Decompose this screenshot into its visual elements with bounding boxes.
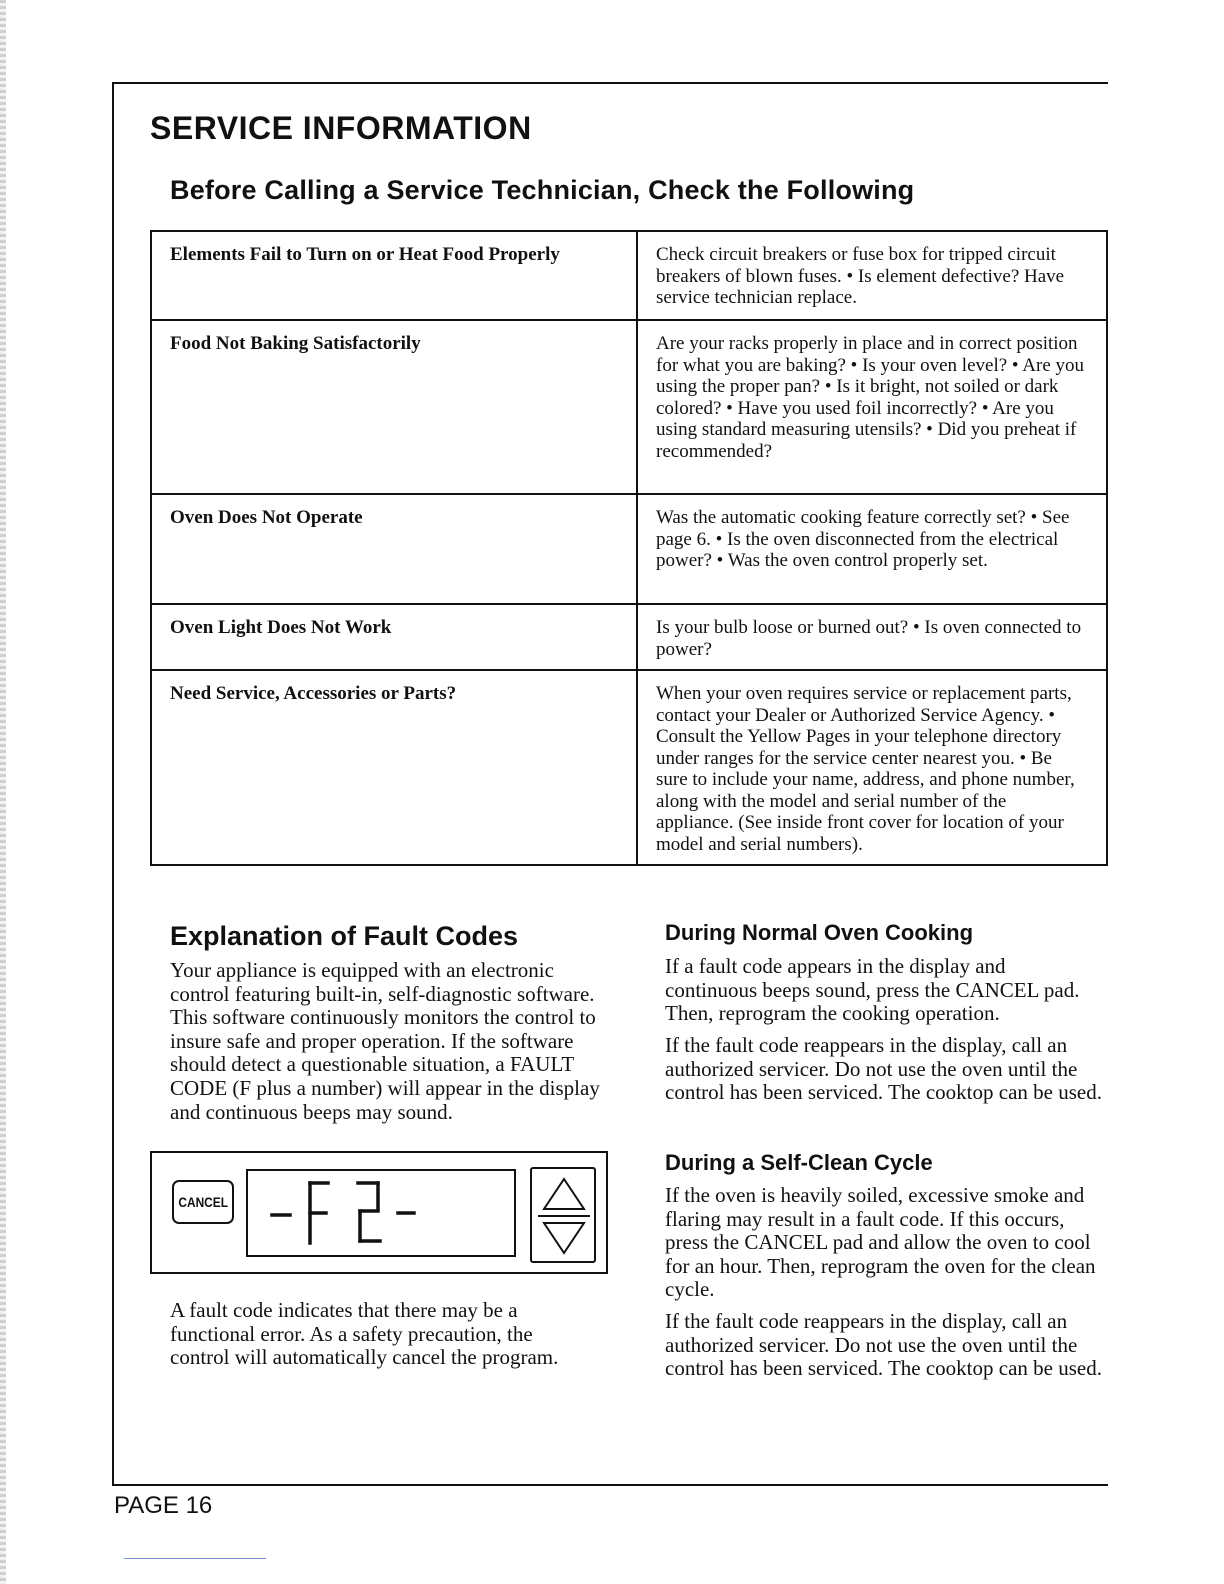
solution-cell: When your oven requires service or replacement parts, contact your Dealer or Authorized Service Agency. • Consult the Yellow Pages in your telephone directory under ranges for the service center nearest you. • Be sure to include your name, address, and phone number, along with the model and serial number of the appliance. (See inside front cover for location of your model and serial numbers). bbox=[637, 670, 1107, 865]
self-clean-heading: During a Self-Clean Cycle bbox=[665, 1150, 933, 1175]
arrow-pad bbox=[530, 1167, 596, 1263]
solution-cell: Is your bulb loose or burned out? • Is oven connected to power? bbox=[637, 604, 1107, 670]
triangle-up-icon bbox=[544, 1179, 584, 1209]
table-row bbox=[151, 320, 1107, 494]
problem-cell: Need Service, Accessories or Parts? bbox=[151, 670, 637, 865]
page-number: PAGE 16 bbox=[114, 1492, 213, 1519]
solution-cell: Was the automatic cooking feature correctly set? • See page 6. • Is the oven disconnected from the electrical power? • Was the oven control properly set. bbox=[637, 494, 1107, 604]
troubleshooting-table bbox=[150, 230, 1108, 866]
normal-cooking-p2: If the fault code reappears in the display, call an authorized servicer. Do not use the oven until the control has been serviced. The cooktop can be used. bbox=[665, 1033, 1102, 1105]
scan-edge bbox=[0, 0, 6, 1584]
table-row bbox=[151, 670, 1107, 865]
solution-cell: Check circuit breakers or fuse box for tripped circuit breakers of blown fuses. • Is element defective? Have service technician replace. bbox=[637, 231, 1107, 320]
normal-cooking-p1: If a fault code appears in the display and continuous beeps sound, press the CANCEL pad. Then, reprogram the cooking operation. bbox=[665, 954, 1080, 1026]
frame-top-rule bbox=[112, 82, 1108, 84]
problem-cell: Oven Does Not Operate bbox=[151, 494, 637, 604]
frame-left-rule bbox=[112, 82, 114, 1486]
triangle-down-icon bbox=[544, 1223, 584, 1253]
table-row bbox=[151, 494, 1107, 604]
seven-segment-display bbox=[258, 1177, 508, 1253]
fault-codes-heading: Explanation of Fault Codes bbox=[170, 921, 519, 951]
problem-cell: Elements Fail to Turn on or Heat Food Properly bbox=[151, 231, 637, 320]
table-row bbox=[151, 231, 1107, 320]
cancel-pad-label: CANCEL bbox=[178, 1194, 228, 1210]
fault-codes-intro: Your appliance is equipped with an electronic control featuring built-in, self-diagnostic software. This software continuously monitors the control to insure safe and proper operation. If the software should detect a questionable situation, a FAULT CODE (F plus a number) will appear in the display and continuous beeps may sound. bbox=[170, 958, 600, 1124]
self-clean-p1: If the oven is heavily soiled, excessive smoke and flaring may result in a fault code. If this occurs, press the CANCEL pad and allow the oven to cool for an hour. Then, reprogram the oven for the clean cycle. bbox=[665, 1183, 1096, 1302]
cancel-pad bbox=[172, 1180, 234, 1224]
fault-display bbox=[246, 1169, 516, 1257]
self-clean-p2: If the fault code reappears in the display, call an authorized servicer. Do not use the oven until the control has been serviced. The cooktop can be used. bbox=[665, 1309, 1102, 1381]
solution-cell: Are your racks properly in place and in correct position for what you are baking? • Is your oven level? • Are you using the proper pan? • Is it bright, not soiled or dark colored? • Have you used foil incorrectly? • Are you using standard measuring utensils? • Did you preheat if recommended? bbox=[637, 320, 1107, 494]
problem-cell: Oven Light Does Not Work bbox=[151, 604, 637, 670]
problem-cell: Food Not Baking Satisfactorily bbox=[151, 320, 637, 494]
fault-code-note: A fault code indicates that there may be a functional error. As a safety precaution, the control will automatically cancel the program. bbox=[170, 1298, 559, 1370]
bottom-rule bbox=[124, 1558, 266, 1559]
frame-bottom-rule bbox=[112, 1484, 1108, 1486]
section-subtitle: Before Calling a Service Technician, Check the Following bbox=[170, 175, 915, 205]
normal-cooking-heading: During Normal Oven Cooking bbox=[665, 920, 974, 945]
table-row bbox=[151, 604, 1107, 670]
control-panel-illustration bbox=[150, 1151, 608, 1274]
page-title: SERVICE INFORMATION bbox=[150, 110, 532, 146]
